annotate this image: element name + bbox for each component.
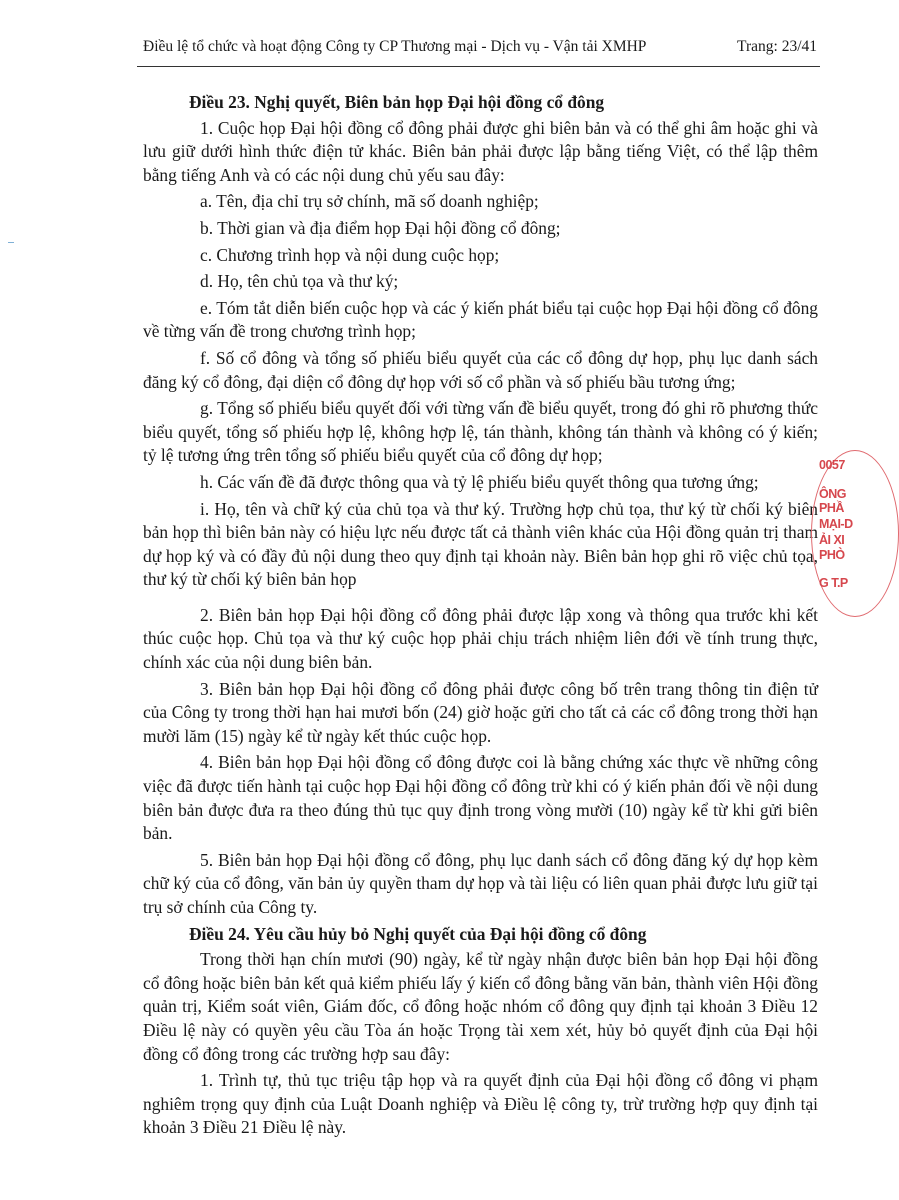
clause-1-item-h: h. Các vấn đề đã được thông qua và tỷ lệ phiếu biểu quyết thông qua tương ứng; xyxy=(200,471,759,492)
clause-1-item-e: e. Tóm tắt diễn biến cuộc họp và các ý kiến phát biểu tại cuộc họp Đại hội đồng cổ đông về từng vấn đề trong chương trình họp; xyxy=(143,297,818,342)
article-23-clause-5: 5. Biên bản họp Đại hội đồng cổ đông, phụ lục danh sách cổ đông đăng ký dự họp kèm chữ ký của cổ đông, văn bản ủy quyền tham dự họp và tài liệu có liên quan phải được lưu giữ tại trụ sở chính của Công ty. xyxy=(143,849,818,917)
seal-text: ÔNG xyxy=(819,487,846,501)
page-number: Trang: 23/41 xyxy=(737,38,817,55)
article-23-heading: Điều 23. Nghị quyết, Biên bản họp Đại hội đồng cổ đông xyxy=(189,92,605,112)
page-header xyxy=(143,38,817,56)
clause-1-item-g: g. Tổng số phiếu biểu quyết đối với từng vấn đề biểu quyết, trong đó ghi rõ phương thức biểu quyết, tổng số phiếu hợp lệ, không hợp lệ, tán thành, không tán thành và không có ý kiến; tỷ lệ tương ứng trên tổng số phiếu biểu quyết của cổ đông dự họp; xyxy=(143,398,818,466)
article-23-clause-1: 1. Cuộc họp Đại hội đồng cổ đông phải được ghi biên bản và có thể ghi âm hoặc ghi và lưu giữ dưới hình thức điện tử khác. Biên bản phải được lập bằng tiếng Việt, có thể lập thêm bằng tiếng Anh và có các nội dung chủ yếu sau đây: xyxy=(143,117,818,185)
article-24-intro: Trong thời hạn chín mươi (90) ngày, kể từ ngày nhận được biên bản họp Đại hội đồng cổ đông hoặc biên bản kết quả kiểm phiếu lấy ý kiến cổ đông bằng văn bản, thành viên Hội đồng quản trị, Kiểm soát viên, Giám đốc, cổ đông hoặc nhóm cổ đông quy định tại khoản 3 Điều 12 Điều lệ này có quyền yêu cầu Tòa án hoặc Trọng tài xem xét, hủy bỏ quyết định của Đại hội đồng cổ đông trong các trường hợp sau đây: xyxy=(143,949,818,1064)
clause-1-item-a: a. Tên, địa chỉ trụ sở chính, mã số doanh nghiệp; xyxy=(200,191,539,212)
article-23-clause-2: 2. Biên bản họp Đại hội đồng cổ đông phải được lập xong và thông qua trước khi kết thúc cuộc họp. Chủ tọa và thư ký cuộc họp phải chịu trách nhiệm liên đới về tính trung thực, chính xác của nội dung biên bản. xyxy=(143,604,818,673)
article-23-clause-3: 3. Biên bản họp Đại hội đồng cổ đông phải được công bố trên trang thông tin điện tử của Công ty trong thời hạn hai mươi bốn (24) giờ hoặc gửi cho tất cả các cổ đông trong thời hạn mười lăm (15) ngày kể từ ngày kết thúc cuộc họp. xyxy=(143,678,818,746)
article-24-heading: Điều 24. Yêu cầu hủy bỏ Nghị quyết của Đại hội đồng cổ đông xyxy=(189,923,647,944)
seal-text: 0057 xyxy=(819,458,845,472)
seal-text: MẠI-D xyxy=(819,517,853,531)
clause-1-item-b: b. Thời gian và địa điểm họp Đại hội đồng cổ đông; xyxy=(200,217,561,238)
company-seal-stamp xyxy=(811,450,871,625)
article-24-clause-1: 1. Trình tự, thủ tục triệu tập họp và ra quyết định của Đại hội đồng cổ đông vi phạm nghiêm trọng quy định của Luật Doanh nghiệp và Điều lệ công ty, trừ trường hợp quy định tại khoản 3 Điều 21 Điều lệ này. xyxy=(143,1070,818,1138)
seal-text: PHẦ xyxy=(819,501,844,515)
clause-1-item-f: f. Số cổ đông và tổng số phiếu biểu quyết của các cổ đông dự họp, phụ lục danh sách đăng ký cổ đông, đại diện cổ đông dự họp với số cổ phần và số phiếu bầu tương ứng; xyxy=(143,347,818,392)
seal-text: PHÒ xyxy=(819,548,845,562)
clause-1-item-d: d. Họ, tên chủ tọa và thư ký; xyxy=(200,271,399,292)
clause-1-item-i: i. Họ, tên và chữ ký của chủ tọa và thư ký. Trường hợp chủ tọa, thư ký từ chối ký biên bản họp thì biên bản này có hiệu lực nếu được tất cả thành viên khác của Hội đồng quản trị tham dự họp ký và có đầy đủ nội dung theo quy định tại khoản này. Biên bản họp ghi rõ việc chủ tọa, thư ký từ chối ký biên bản họp xyxy=(143,498,818,590)
clause-1-item-c: c. Chương trình họp và nội dung cuộc họp; xyxy=(200,244,500,265)
article-23-clause-4: 4. Biên bản họp Đại hội đồng cổ đông được coi là bằng chứng xác thực về những công việc đã được tiến hành tại cuộc họp Đại hội đồng cổ đông trừ khi có ý kiến phản đối về nội dung biên bản được đưa ra theo đúng thủ tục quy định trong vòng mười (10) ngày kể từ khi gửi biên bản. xyxy=(143,752,818,844)
seal-text: G T.P xyxy=(819,576,848,590)
seal-text: ẢI XI xyxy=(819,533,845,547)
margin-mark xyxy=(8,242,14,243)
header-title: Điều lệ tổ chức và hoạt động Công ty CP Thương mại - Dịch vụ - Vận tải XMHP xyxy=(143,38,647,55)
document-body xyxy=(143,91,818,1143)
header-divider xyxy=(137,66,820,67)
